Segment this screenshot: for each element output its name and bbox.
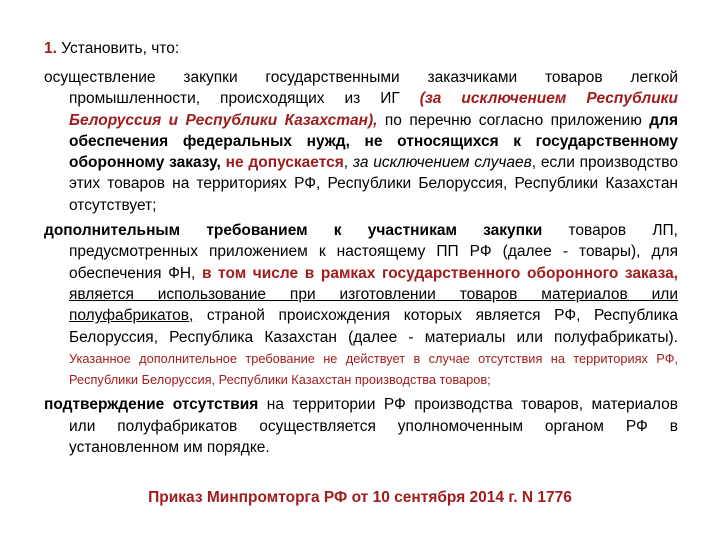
order-reference: Приказ Минпромторга РФ от 10 сентября 2014 г. N 1776 — [148, 489, 572, 506]
p1-comma: , — [343, 154, 353, 172]
p1-federal-needs: для обеспечения федеральных нужд, не относящихся к государственному оборонному заказу, — [69, 111, 678, 172]
paragraph-additional-requirement — [44, 220, 678, 390]
p2-requirement-note: Указанное дополнительное требование не действует в случае отсутствия на территориях РФ, Республики Белоруссия, Республики Казахстан производства товаров; — [69, 350, 678, 388]
p1-not-allowed: не допускается — [225, 154, 344, 172]
p2-requirement-heading: дополнительным требованием к участникам закупки — [44, 222, 543, 240]
p3-confirmation-heading: подтверждение отсутствия — [44, 396, 259, 414]
intro-text: Установить, что: — [56, 40, 180, 57]
p1-except-cases: за исключением случаев — [352, 154, 532, 172]
p3-text: на территории РФ производства товаров, материалов или полуфабрикатов осуществляется уполномоченным органом РФ в установленном им порядке. — [69, 396, 678, 457]
p2-materials-usage: является использование при изготовлении товаров материалов или полуфабрикатов, — [69, 285, 678, 325]
p1-text-1: осуществление закупки государственными заказчиками товаров легкой промышленности, происходящих из ИГ — [44, 69, 678, 108]
intro-line — [44, 38, 678, 59]
p1-text-3: , если производство этих товаров на территориях РФ, Республики Белоруссия, Республики Казахстан отсутствует; — [69, 154, 678, 214]
p2-text-1: товаров ЛП, предусмотренных приложением к настоящему ПП РФ (далее - товары), для обеспечения ФН, — [69, 222, 678, 282]
paragraph-procurement-restriction — [44, 67, 678, 216]
p1-exception-countries: (за исключением Республики Белоруссия и Республики Казахстан), — [69, 90, 678, 129]
item-number: 1. — [44, 40, 57, 57]
p2-text-2: страной происхождения которых является РФ, Республика Белоруссия, Республика Казахстан (далее - материалы или полуфабрикаты). — [69, 307, 678, 346]
paragraph-confirmation — [44, 394, 678, 458]
p1-text-2: по перечню согласно приложению — [377, 111, 650, 129]
p2-defense-order: в том числе в рамках государственного оборонного заказа, — [201, 264, 678, 282]
